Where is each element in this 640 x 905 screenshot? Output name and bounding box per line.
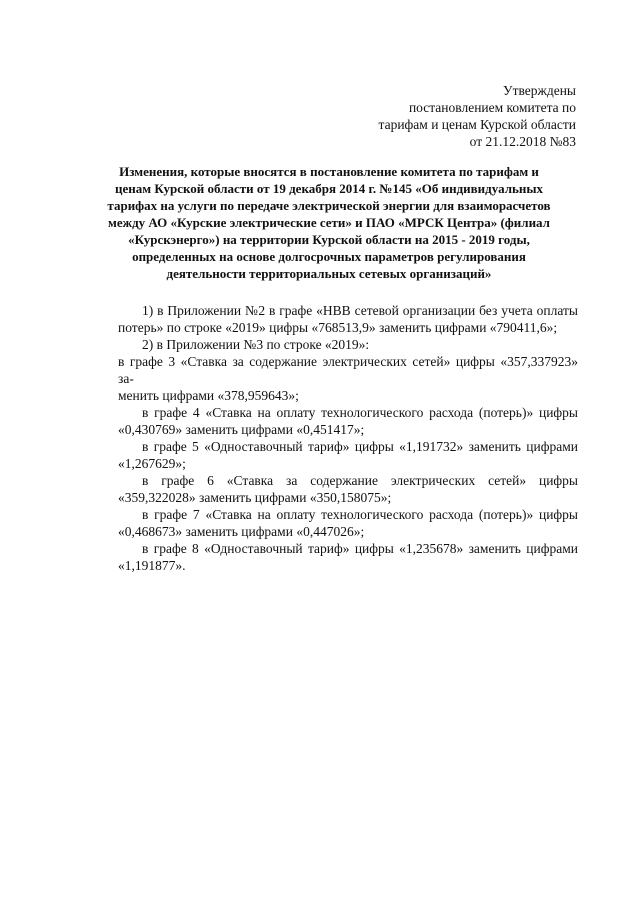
paragraph-line: в графе 8 «Одноставочный тариф» цифры «1,235678» заменить цифрами [142, 541, 578, 556]
paragraph-7 [118, 506, 578, 540]
document-title [82, 163, 576, 282]
paragraph-8 [118, 540, 578, 574]
paragraph-line: в графе 3 «Ставка за содержание электрических сетей» цифры «357,337923» за- [118, 354, 578, 386]
document-body [118, 302, 578, 574]
paragraph-line: «359,322028» заменить цифрами «350,158075»; [118, 490, 392, 505]
title-line: определенных на основе долгосрочных параметров регулирования [132, 249, 526, 264]
paragraph-line: в графе 4 «Ставка на оплату технологического расхода (потерь)» цифры [142, 405, 578, 420]
title-line: тарифах на услуги по передаче электрической энергии для взаиморасчетов [107, 198, 551, 213]
paragraph-1 [118, 302, 578, 336]
paragraph-line: «0,468673» заменить цифрами «0,447026»; [118, 524, 365, 539]
approval-line: от 21.12.2018 №83 [469, 134, 576, 149]
paragraph-4 [118, 404, 578, 438]
paragraph-line: «1,191877». [118, 558, 186, 573]
paragraph-line: «0,430769» заменить цифрами «0,451417»; [118, 422, 365, 437]
paragraph-line: в графе 7 «Ставка на оплату технологического расхода (потерь)» цифры [142, 507, 578, 522]
paragraph-line: 2) в Приложении №3 по строке «2019»: [142, 337, 370, 352]
paragraph-5 [118, 438, 578, 472]
paragraph-line: менить цифрами «378,959643»; [118, 388, 299, 403]
title-line: «Курскэнерго») на территории Курской области на 2015 - 2019 годы, [128, 232, 530, 247]
title-line: деятельности территориальных сетевых организаций» [166, 266, 492, 281]
approval-stamp [316, 82, 576, 150]
approval-line: тарифам и ценам Курской области [378, 117, 576, 132]
paragraph-line: в графе 6 «Ставка за содержание электрических сетей» цифры [142, 473, 578, 488]
paragraph-line: в графе 5 «Одноставочный тариф» цифры «1,191732» заменить цифрами [142, 439, 578, 454]
title-line: ценам Курской области от 19 декабря 2014 г. №145 «Об индивидуальных [115, 181, 543, 196]
paragraph-line: потерь» по строке «2019» цифры «768513,9» заменить цифрами «790411,6»; [118, 320, 558, 335]
paragraph-line: «1,267629»; [118, 456, 186, 471]
approval-line: постановлением комитета по [408, 100, 576, 115]
paragraph-2 [118, 336, 578, 353]
paragraph-3 [118, 353, 578, 404]
paragraph-line: 1) в Приложении №2 в графе «НВВ сетевой организации без учета оплаты [142, 303, 578, 318]
paragraph-6 [118, 472, 578, 506]
approval-line: Утверждены [503, 83, 576, 98]
title-line: Изменения, которые вносятся в постановление комитета по тарифам и [119, 164, 539, 179]
title-line: между АО «Курские электрические сети» и ПАО «МРСК Центра» (филиал [108, 215, 550, 230]
